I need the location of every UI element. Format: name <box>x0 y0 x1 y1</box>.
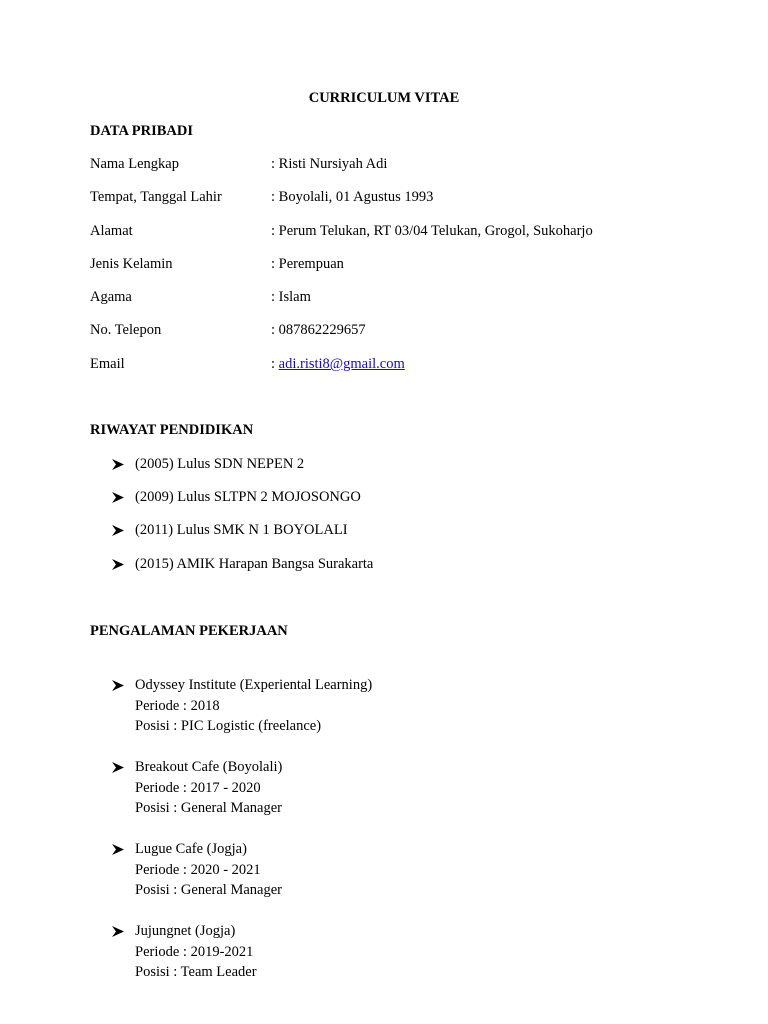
row-label: Jenis Kelamin <box>90 256 173 272</box>
personal-row-name <box>90 154 730 174</box>
job-period: Periode : 2019-2021 <box>135 943 254 960</box>
row-label: Nama Lengkap <box>90 156 179 172</box>
personal-row-birth <box>90 187 730 207</box>
job-company: Breakout Cafe (Boyolali) <box>135 759 283 775</box>
arrow-bullet-icon <box>112 675 126 691</box>
education-item: (2011) Lulus SMK N 1 BOYOLALI <box>135 522 348 538</box>
arrow-bullet-icon <box>112 454 126 470</box>
row-value: : Risti Nursiyah Adi <box>271 156 388 172</box>
arrow-bullet-icon <box>112 839 126 855</box>
row-label: Email <box>90 356 125 372</box>
job-position: Posisi : General Manager <box>135 882 282 898</box>
document-title: CURRICULUM VITAE <box>308 90 460 106</box>
arrow-bullet-icon <box>112 554 126 570</box>
row-label: Agama <box>90 289 132 305</box>
row-value: : Boyolali, 01 Agustus 1993 <box>271 189 434 205</box>
job-position: Posisi : PIC Logistic (freelance) <box>135 718 322 734</box>
row-value: : Perempuan <box>271 256 344 272</box>
education-item: (2015) AMIK Harapan Bangsa Surakarta <box>135 556 374 572</box>
row-value <box>271 354 405 374</box>
email-link[interactable]: adi.risti8@gmail.com <box>278 356 405 372</box>
job-company: Jujungnet (Jogja) <box>135 923 236 939</box>
education-item: (2009) Lulus SLTPN 2 MOJOSONGO <box>135 489 361 505</box>
row-label: Tempat, Tanggal Lahir <box>90 189 222 205</box>
education-item: (2005) Lulus SDN NEPEN 2 <box>135 456 305 472</box>
arrow-bullet-icon <box>112 487 126 503</box>
arrow-bullet-icon <box>112 921 126 937</box>
row-value: : Perum Telukan, RT 03/04 Telukan, Grogol, Sukoharjo <box>271 223 593 239</box>
section-heading-education: RIWAYAT PENDIDIKAN <box>90 422 254 438</box>
job-position: Posisi : General Manager <box>135 800 282 816</box>
row-label: No. Telepon <box>90 322 162 338</box>
row-value: : 087862229657 <box>271 322 366 338</box>
job-period: Periode : 2017 - 2020 <box>135 779 261 796</box>
job-period: Periode : 2020 - 2021 <box>135 861 261 878</box>
job-period: Periode : 2018 <box>135 697 220 714</box>
arrow-bullet-icon <box>112 757 126 773</box>
row-value: : Islam <box>271 289 311 305</box>
arrow-bullet-icon <box>112 520 126 536</box>
section-heading-personal: DATA PRIBADI <box>90 123 193 139</box>
job-company: Lugue Cafe (Jogja) <box>135 841 247 857</box>
row-label: Alamat <box>90 223 133 239</box>
personal-row-religion <box>90 287 730 307</box>
personal-row-email <box>90 354 730 374</box>
personal-row-phone <box>90 320 730 340</box>
job-company: Odyssey Institute (Experiental Learning) <box>135 677 373 693</box>
section-heading-experience: PENGALAMAN PEKERJAAN <box>90 623 288 639</box>
email-prefix: : <box>271 356 279 372</box>
personal-row-address <box>90 221 730 241</box>
personal-row-gender <box>90 254 730 274</box>
job-position: Posisi : Team Leader <box>135 964 257 980</box>
